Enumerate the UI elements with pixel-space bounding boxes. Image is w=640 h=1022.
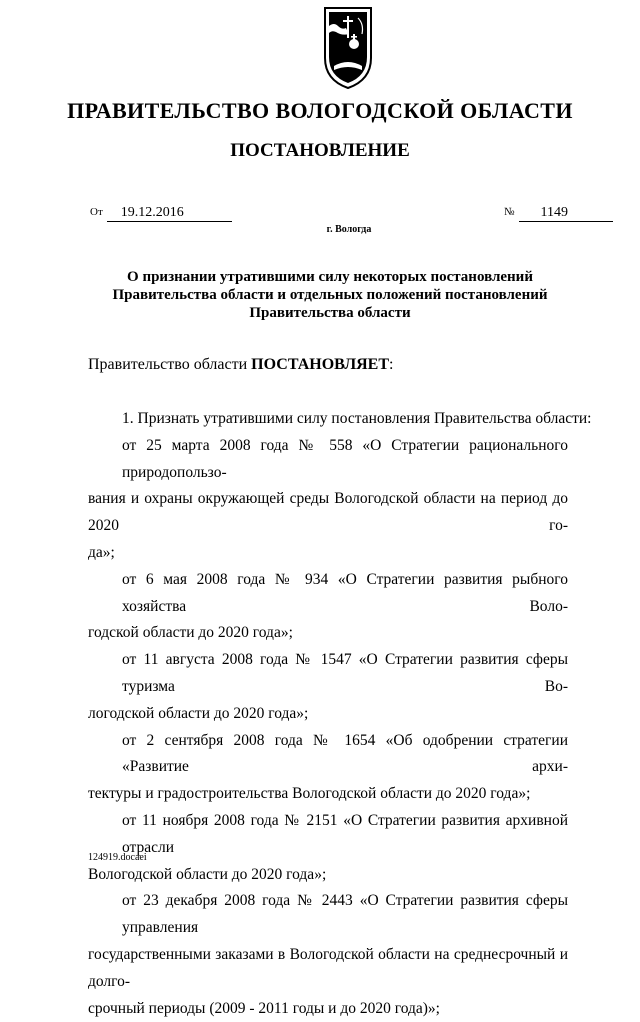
- number-value: 1149: [519, 206, 613, 222]
- coat-of-arms-icon: [322, 6, 374, 90]
- list-item-line: от 6 мая 2008 года № 934 «О Стратегии развития рыбного хозяйства Воло-: [122, 570, 568, 615]
- list-item-line: годской области до 2020 года»;: [88, 624, 293, 642]
- list-item-line: тектуры и градостроительства Вологодской области до 2020 года»;: [88, 785, 531, 803]
- number-prefix: №: [504, 206, 515, 218]
- list-item-line: срочный периоды (2009 - 2011 годы и до 2020 года)»;: [88, 999, 440, 1017]
- document-number: [504, 205, 613, 222]
- list-item: [88, 728, 568, 808]
- intro-paragraph: [88, 356, 393, 374]
- list-item: [88, 647, 568, 727]
- document-body: [88, 406, 592, 1022]
- intro-text: Правительство области: [88, 356, 252, 373]
- document-subject: [60, 268, 600, 322]
- government-title: ПРАВИТЕЛЬСТВО ВОЛОГОДСКОЙ ОБЛАСТИ: [67, 98, 573, 123]
- list-item-line: Вологодской области до 2020 года»;: [88, 865, 327, 883]
- list-item-line: от 11 ноября 2008 года № 2151 «О Стратегии развития архивной отрасли: [122, 811, 568, 856]
- list-item-line: от 11 августа 2008 года № 1547 «О Стратегии развития сферы туризма Во-: [122, 651, 568, 695]
- list-item-line: вания и охраны окружающей среды Вологодской области на период до 2020 го-: [88, 490, 568, 535]
- list-item: [88, 433, 568, 567]
- list-item-line: от 23 декабря 2008 года № 2443 «О Стратегии развития сферы управления: [122, 892, 568, 937]
- document-type: ПОСТАНОВЛЕНИЕ: [230, 140, 410, 161]
- clause-1-text: 1. Признать утратившими силу постановления Правительства области:: [122, 410, 592, 427]
- date-prefix: От: [90, 206, 103, 218]
- list-item: [88, 808, 568, 888]
- list-item: [88, 567, 568, 647]
- clause-1: [88, 406, 592, 433]
- list-item-line: от 2 сентября 2008 года № 1654 «Об одобрении стратегии «Развитие архи-: [122, 731, 568, 776]
- document-date: [90, 205, 232, 222]
- list-item-line: от 25 марта 2008 года № 558 «О Стратегии рационального природопользо-: [122, 436, 568, 481]
- list-item-line: да»;: [88, 543, 115, 561]
- subject-line: Правительства области и отдельных положений постановлений: [112, 287, 548, 303]
- intro-keyword: ПОСТАНОВЛЯЕТ: [251, 356, 390, 373]
- file-code: 124919.docaei: [88, 852, 147, 863]
- list-item-line: государственными заказами в Вологодской области на среднесрочный и долго-: [88, 945, 568, 990]
- subject-line: О признании утратившими силу некоторых постановлений: [127, 269, 533, 285]
- subject-line: Правительства области: [249, 305, 411, 321]
- list-item: [88, 888, 568, 1022]
- list-item-line: логодской области до 2020 года»;: [88, 704, 309, 722]
- intro-colon: :: [389, 356, 394, 373]
- date-value: 19.12.2016: [107, 206, 232, 222]
- city-label: г. Вологда: [326, 224, 372, 235]
